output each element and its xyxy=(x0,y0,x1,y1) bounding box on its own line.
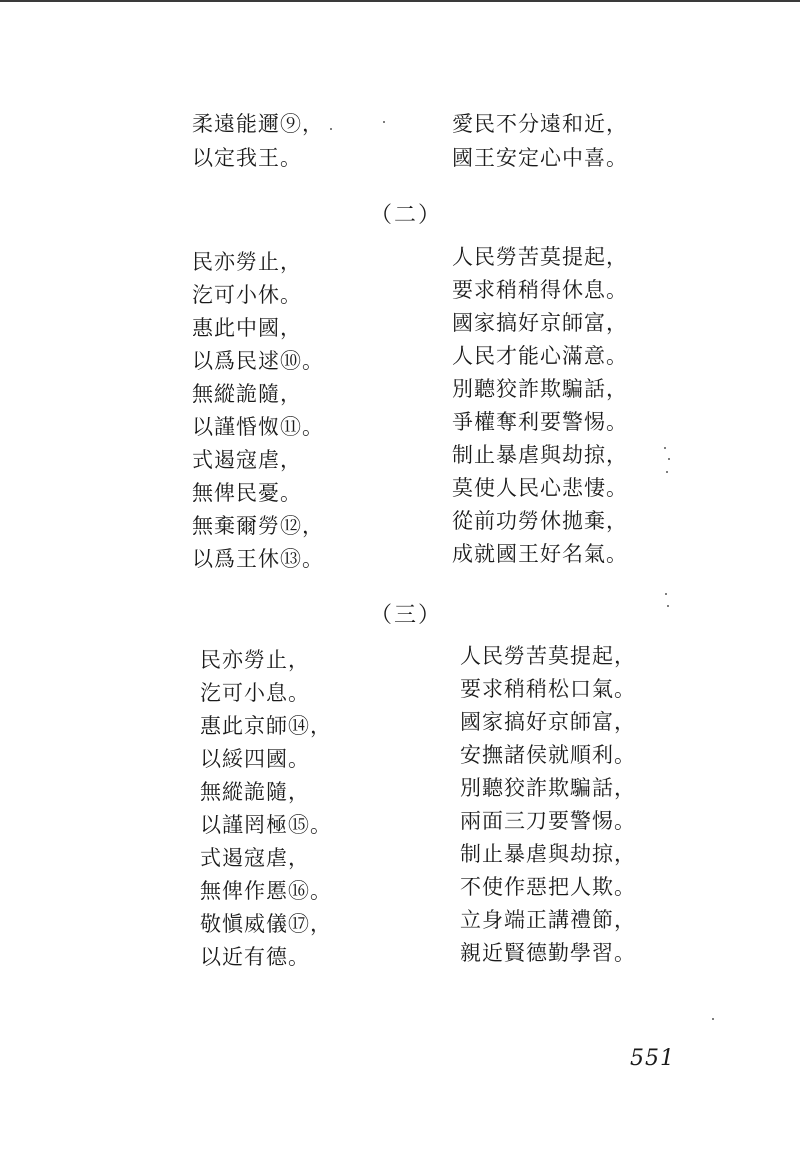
original-line: 惠此京師⑭， xyxy=(200,714,332,738)
translation-line: 要求稍稍得休息。 xyxy=(452,278,628,302)
translation-line: 別聽狡詐欺騙話， xyxy=(452,377,628,401)
translation-line: 國家搞好京師富， xyxy=(460,710,636,734)
original-line: 以爲民逑⑩。 xyxy=(192,349,324,373)
scan-speck xyxy=(712,1018,714,1020)
translation-line: 爭權奪利要警惕。 xyxy=(452,410,628,434)
scan-speck xyxy=(667,605,669,607)
translation-line: 從前功勞休拋棄， xyxy=(452,509,628,533)
scan-speck xyxy=(668,458,670,460)
top-border-rule xyxy=(0,0,800,2)
translation-line: 別聽狡詐欺騙話， xyxy=(460,776,636,800)
translation-line: 親近賢德勤學習。 xyxy=(460,941,636,965)
original-line: 汔可小休。 xyxy=(192,283,302,307)
original-line: 民亦勞止， xyxy=(192,250,302,274)
scan-speck xyxy=(666,471,668,473)
scan-speck xyxy=(383,121,385,123)
translation-line: 要求稍稍松口氣。 xyxy=(460,677,636,701)
original-line: 無棄爾勞⑫， xyxy=(192,514,324,538)
page-number: 551 xyxy=(630,1046,675,1071)
translation-line: 人民才能心滿意。 xyxy=(452,344,628,368)
translation-line: 國王安定心中喜。 xyxy=(452,146,628,170)
original-line: 以爲王休⑬。 xyxy=(192,547,324,571)
translation-line: 制止暴虐與劫掠， xyxy=(452,443,628,467)
scan-speck xyxy=(330,128,332,130)
translation-line: 兩面三刀要警惕。 xyxy=(460,809,636,833)
original-line: 以謹惛怓⑪。 xyxy=(192,415,324,439)
section-heading-2: （二） xyxy=(370,203,443,228)
scan-speck xyxy=(664,447,666,449)
original-line: 以近有德。 xyxy=(200,945,310,969)
translation-line: 國家搞好京師富， xyxy=(452,311,628,335)
original-line: 惠此中國， xyxy=(192,316,302,340)
translation-line: 安撫諸侯就順利。 xyxy=(460,743,636,767)
original-line: 式遏寇虐， xyxy=(200,846,310,870)
original-line: 無縱詭隨， xyxy=(192,382,302,406)
translation-line: 成就國王好名氣。 xyxy=(452,542,628,566)
translation-line: 愛民不分遠和近， xyxy=(452,112,628,136)
original-line: 以謹罔極⑮。 xyxy=(200,813,332,837)
translation-line: 不使作惡把人欺。 xyxy=(460,875,636,899)
scan-speck xyxy=(665,593,667,595)
original-line: 無俾作慝⑯。 xyxy=(200,879,332,903)
original-line: 敬愼威儀⑰， xyxy=(200,912,332,936)
translation-line: 制止暴虐與劫掠， xyxy=(460,842,636,866)
original-line: 民亦勞止， xyxy=(200,648,310,672)
original-line: 以綏四國。 xyxy=(200,747,310,771)
original-line: 以定我王。 xyxy=(192,146,302,170)
translation-line: 人民勞苦莫提起， xyxy=(452,245,628,269)
section-heading-3: （三） xyxy=(370,603,443,628)
original-line: 柔遠能邇⑨， xyxy=(192,112,324,136)
original-line: 無縱詭隨， xyxy=(200,780,310,804)
original-line: 無俾民憂。 xyxy=(192,481,302,505)
translation-line: 立身端正講禮節， xyxy=(460,908,636,932)
translation-line: 人民勞苦莫提起， xyxy=(460,644,636,668)
translation-line: 莫使人民心悲悽。 xyxy=(452,476,628,500)
original-line: 汔可小息。 xyxy=(200,681,310,705)
original-line: 式遏寇虐， xyxy=(192,448,302,472)
